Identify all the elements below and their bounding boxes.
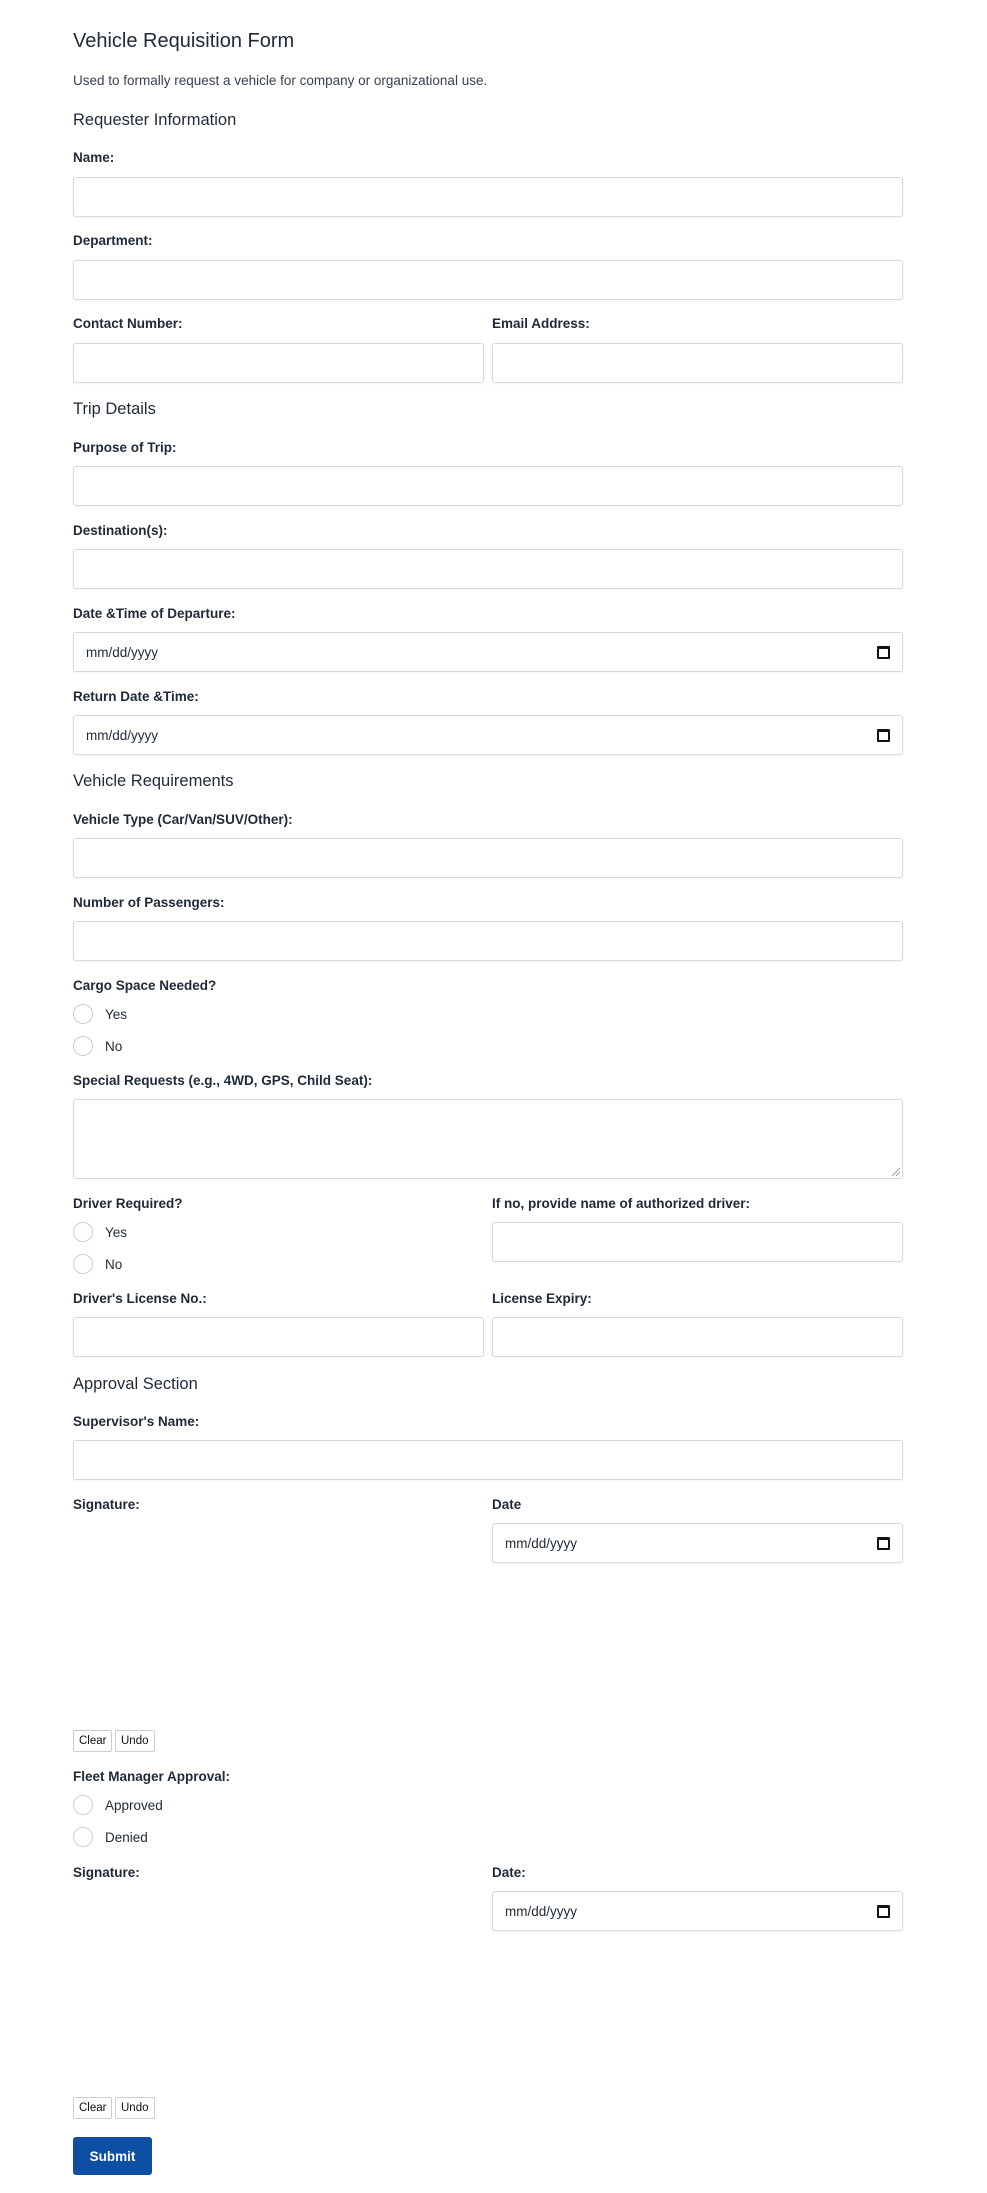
form-description: Used to formally request a vehicle for company or organizational use. — [73, 73, 488, 88]
department-input[interactable] — [73, 260, 903, 300]
calendar-icon[interactable] — [877, 646, 890, 659]
supervisor-date-input[interactable] — [492, 1523, 903, 1563]
authorized-driver-label: If no, provide name of authorized driver: — [492, 1196, 751, 1211]
driver-required-label: Driver Required? — [73, 1196, 183, 1211]
supervisor-date-placeholder: mm/dd/yyyy — [505, 1535, 578, 1551]
license-number-label: Driver's License No.: — [73, 1291, 207, 1306]
contact-number-label: Contact Number: — [73, 316, 183, 331]
fleet-date-input[interactable] — [492, 1891, 903, 1931]
email-label: Email Address: — [492, 316, 590, 331]
denied-label: Denied — [105, 1829, 148, 1845]
departure-date-input[interactable] — [73, 632, 903, 672]
vehicle-type-label: Vehicle Type (Car/Van/SUV/Other): — [73, 812, 293, 827]
supervisor-name-input[interactable] — [73, 1440, 903, 1480]
vehicle-type-input[interactable] — [73, 838, 903, 878]
resize-handle-icon[interactable] — [892, 1168, 900, 1176]
cargo-yes-option[interactable] — [73, 1004, 127, 1024]
departure-label: Date &Time of Departure: — [73, 606, 236, 621]
submit-button[interactable]: Submit — [73, 2137, 152, 2175]
section-title-vehicle: Vehicle Requirements — [73, 772, 234, 790]
cargo-no-radio[interactable] — [73, 1036, 93, 1056]
section-title-approval: Approval Section — [73, 1375, 198, 1393]
return-date-input[interactable] — [73, 715, 903, 755]
fleet-approval-label: Fleet Manager Approval: — [73, 1769, 231, 1784]
supervisor-signature-label: Signature: — [73, 1497, 140, 1512]
cargo-label: Cargo Space Needed? — [73, 978, 217, 993]
supervisor-date-label: Date — [492, 1497, 522, 1512]
departure-date-placeholder: mm/dd/yyyy — [86, 644, 159, 660]
supervisor-signature-pad[interactable] — [73, 1522, 484, 1722]
cargo-yes-radio[interactable] — [73, 1004, 93, 1024]
calendar-icon[interactable] — [877, 1537, 890, 1550]
purpose-label: Purpose of Trip: — [73, 440, 177, 455]
destination-input[interactable] — [73, 549, 903, 589]
email-input[interactable] — [492, 343, 903, 383]
license-number-input[interactable] — [73, 1317, 484, 1357]
calendar-icon[interactable] — [877, 729, 890, 742]
return-date-placeholder: mm/dd/yyyy — [86, 727, 159, 743]
name-input[interactable] — [73, 177, 903, 217]
return-label: Return Date &Time: — [73, 689, 199, 704]
fleet-signature-pad[interactable] — [73, 1890, 484, 2090]
destination-label: Destination(s): — [73, 523, 168, 538]
approved-label: Approved — [105, 1797, 163, 1813]
fleet-date-placeholder: mm/dd/yyyy — [505, 1903, 578, 1919]
special-requests-textarea[interactable] — [73, 1099, 903, 1179]
special-requests-label: Special Requests (e.g., 4WD, GPS, Child Seat): — [73, 1073, 373, 1088]
section-title-trip: Trip Details — [73, 400, 156, 418]
driver-no-option[interactable] — [73, 1254, 122, 1274]
purpose-input[interactable] — [73, 466, 903, 506]
passengers-input[interactable] — [73, 921, 903, 961]
name-label: Name: — [73, 150, 115, 165]
fleet-signature-label: Signature: — [73, 1865, 140, 1880]
license-expiry-label: License Expiry: — [492, 1291, 592, 1306]
fleet-signature-undo-button[interactable]: Undo — [115, 2097, 155, 2119]
authorized-driver-input[interactable] — [492, 1222, 903, 1262]
contact-number-input[interactable] — [73, 343, 484, 383]
cargo-no-option[interactable] — [73, 1036, 122, 1056]
denied-radio[interactable] — [73, 1827, 93, 1847]
calendar-icon[interactable] — [877, 1905, 890, 1918]
supervisor-name-label: Supervisor's Name: — [73, 1414, 200, 1429]
department-label: Department: — [73, 233, 153, 248]
supervisor-signature-clear-button[interactable]: Clear — [73, 1730, 112, 1752]
driver-yes-label: Yes — [105, 1224, 128, 1240]
cargo-no-label: No — [105, 1038, 123, 1054]
approved-option[interactable] — [73, 1795, 163, 1815]
passengers-label: Number of Passengers: — [73, 895, 225, 910]
supervisor-signature-undo-button[interactable]: Undo — [115, 1730, 155, 1752]
license-expiry-input[interactable] — [492, 1317, 903, 1357]
section-title-requester: Requester Information — [73, 111, 237, 129]
driver-yes-option[interactable] — [73, 1222, 127, 1242]
driver-no-label: No — [105, 1256, 123, 1272]
driver-yes-radio[interactable] — [73, 1222, 93, 1242]
form-title: Vehicle Requisition Form — [73, 30, 295, 52]
cargo-yes-label: Yes — [105, 1006, 128, 1022]
driver-no-radio[interactable] — [73, 1254, 93, 1274]
denied-option[interactable] — [73, 1827, 148, 1847]
fleet-signature-clear-button[interactable]: Clear — [73, 2097, 112, 2119]
approved-radio[interactable] — [73, 1795, 93, 1815]
fleet-date-label: Date: — [492, 1865, 526, 1880]
